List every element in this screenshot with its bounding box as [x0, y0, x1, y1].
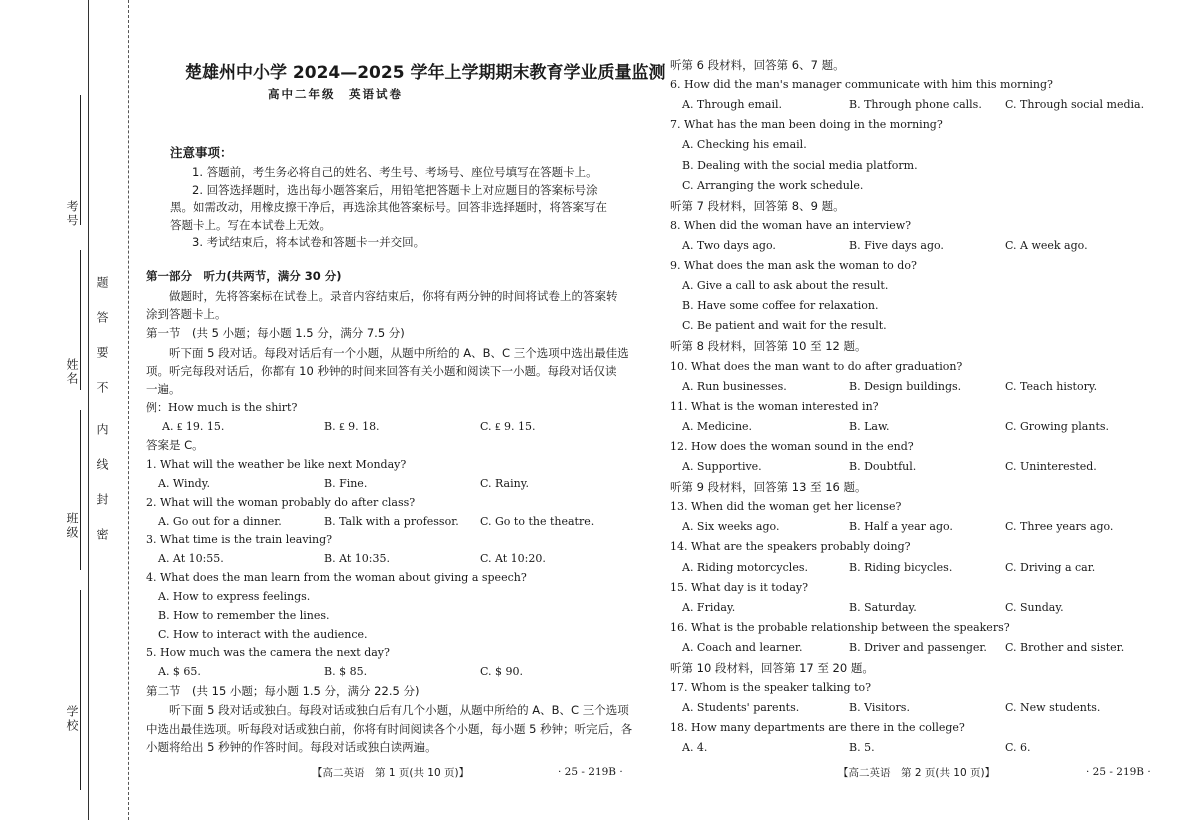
example-answer: 答案是 C。	[146, 438, 204, 452]
class-label: 班级	[65, 512, 79, 540]
option: C. Rainy.	[480, 477, 529, 490]
example-question: 例：How much is the shirt?	[146, 401, 298, 414]
option: B. Half a year ago.	[849, 520, 953, 533]
section2-intro-line: 中选出最佳选项。听每段对话或独白前，你将有时间阅读各个小题，每小题 5 秒钟；听完后，各	[146, 722, 633, 736]
school-signature-line	[80, 590, 81, 790]
example-option: A. ₤ 19. 15.	[162, 420, 225, 433]
page2-footer-label: 【高二英语 第 2 页(共 10 页)】	[838, 767, 996, 779]
option: A. Go out for a dinner.	[158, 515, 282, 528]
option: A. Medicine.	[682, 420, 753, 433]
seal-char: 要	[95, 346, 109, 360]
material-heading: 听第 7 段材料，回答第 8、9 题。	[670, 199, 845, 213]
example-option: C. ₤ 9. 15.	[480, 420, 536, 433]
option: A. Supportive.	[682, 460, 762, 473]
option: C. Brother and sister.	[1005, 641, 1125, 654]
option: C. Go to the theatre.	[480, 515, 595, 528]
seal-char: 内	[95, 423, 109, 437]
option: B. Fine.	[324, 477, 368, 490]
option: A. Give a call to ask about the result.	[682, 279, 889, 292]
section1-heading: 第一节 (共 5 小题；每小题 1.5 分，满分 7.5 分)	[146, 326, 405, 340]
option: B. How to remember the lines.	[158, 609, 330, 622]
option: A. How to express feelings.	[158, 590, 311, 603]
seal-char: 不	[95, 381, 109, 395]
question: 14. What are the speakers probably doing?	[670, 540, 911, 553]
example-option: B. ₤ 9. 18.	[324, 420, 380, 433]
name-label: 姓名	[65, 358, 79, 386]
margin-border-line	[88, 0, 89, 820]
option: C. New students.	[1005, 701, 1101, 714]
option: C. Teach history.	[1005, 380, 1098, 393]
option: B. Five days ago.	[849, 239, 944, 252]
option: B. Saturday.	[849, 601, 917, 614]
option: B. Doubtful.	[849, 460, 917, 473]
option: C. Arranging the work schedule.	[682, 179, 864, 192]
question: 12. How does the woman sound in the end?	[670, 440, 914, 453]
question: 11. What is the woman interested in?	[670, 400, 879, 413]
option: B. Have some coffee for relaxation.	[682, 299, 879, 312]
seal-char: 答	[95, 311, 109, 325]
section1-intro-line: 项。听完每段对话后，你都有 10 秒钟的时间来回答有关小题和阅读下一小题。每段对话仅读	[146, 364, 617, 378]
option: B. At 10:35.	[324, 552, 390, 565]
option: C. Growing plants.	[1005, 420, 1110, 433]
option: A. At 10:55.	[158, 552, 224, 565]
option: A. Windy.	[158, 477, 210, 490]
question: 7. What has the man been doing in the morning?	[670, 118, 943, 131]
notice-line: 黑。如需改动，用橡皮擦干净后，再选涂其他答案标号。回答非选择题时，将答案写在	[170, 200, 607, 214]
option: C. Through social media.	[1005, 98, 1145, 111]
option: B. Dealing with the social media platform.	[682, 159, 918, 172]
option: A. 4.	[682, 741, 708, 754]
option: B. Design buildings.	[849, 380, 962, 393]
exam-subtitle: 高中二年级 英语试卷	[268, 87, 403, 101]
option: A. $ 65.	[158, 665, 201, 678]
option: A. Friday.	[682, 601, 736, 614]
school-label: 学校	[65, 705, 79, 733]
section2-intro-line: 听下面 5 段对话或独白。每段对话或独白后有几个小题，从题中所给的 A、B、C 三个选项	[169, 703, 629, 717]
option: A. Coach and learner.	[682, 641, 803, 654]
option: A. Checking his email.	[682, 138, 807, 151]
notice-line: 1. 答题前，考生务必将自己的姓名、考生号、考场号、座位号填写在答题卡上。	[192, 165, 598, 179]
question: 3. What time is the train leaving?	[146, 533, 333, 546]
part1-heading: 第一部分 听力(共两节，满分 30 分)	[146, 269, 342, 283]
option: A. Two days ago.	[682, 239, 776, 252]
section1-intro-line: 听下面 5 段对话。每段对话后有一个小题，从题中所给的 A、B、C 三个选项中选出最佳选	[169, 346, 629, 360]
material-heading: 听第 9 段材料，回答第 13 至 16 题。	[670, 480, 867, 494]
section1-intro-line: 一遍。	[146, 382, 181, 396]
question: 5. How much was the camera the next day?	[146, 646, 390, 659]
part1-intro-line: 做题时，先将答案标在试卷上。录音内容结束后，你将有两分钟的时间将试卷上的答案转	[169, 289, 618, 303]
material-heading: 听第 6 段材料，回答第 6、7 题。	[670, 58, 845, 72]
option: C. Three years ago.	[1005, 520, 1114, 533]
page1-footer-label: 【高二英语 第 1 页(共 10 页)】	[312, 767, 470, 779]
section2-intro-line: 小题将给出 5 秒钟的作答时间。每段对话或独白读两遍。	[146, 740, 437, 754]
question: 1. What will the weather be like next Monday?	[146, 458, 407, 471]
seal-char: 密	[95, 528, 109, 542]
option: C. A week ago.	[1005, 239, 1088, 252]
option: B. Talk with a professor.	[324, 515, 459, 528]
question: 2. What will the woman probably do after class?	[146, 496, 416, 509]
option: C. At 10:20.	[480, 552, 546, 565]
page2-footer-code: · 25 - 219B ·	[1086, 766, 1151, 778]
section2-heading: 第二节 (共 15 小题；每小题 1.5 分，满分 22.5 分)	[146, 684, 420, 698]
option: C. Driving a car.	[1005, 561, 1096, 574]
question: 4. What does the man learn from the woman about giving a speech?	[146, 571, 527, 584]
notice-heading: 注意事项：	[170, 145, 233, 160]
question: 18. How many departments are there in the college?	[670, 721, 965, 734]
option: A. Through email.	[682, 98, 782, 111]
question: 6. How did the man's manager communicate with him this morning?	[670, 78, 1053, 91]
class-signature-line	[80, 410, 81, 570]
option: B. Through phone calls.	[849, 98, 982, 111]
option: A. Students' parents.	[682, 701, 800, 714]
part1-intro-line: 涂到答题卡上。	[146, 307, 227, 321]
option: B. $ 85.	[324, 665, 368, 678]
question: 9. What does the man ask the woman to do?	[670, 259, 917, 272]
material-heading: 听第 8 段材料，回答第 10 至 12 题。	[670, 339, 867, 353]
option: C. Sunday.	[1005, 601, 1064, 614]
exam-number-label: 考号	[65, 200, 79, 228]
option: A. Riding motorcycles.	[682, 561, 808, 574]
margin-seal-line	[128, 0, 129, 820]
option: A. Run businesses.	[682, 380, 787, 393]
option: B. Law.	[849, 420, 890, 433]
option: C. Uninterested.	[1005, 460, 1097, 473]
page1-footer-code: · 25 - 219B ·	[558, 766, 623, 778]
option: B. 5.	[849, 741, 875, 754]
seal-char: 题	[95, 276, 109, 290]
option: C. Be patient and wait for the result.	[682, 319, 887, 332]
option: C. 6.	[1005, 741, 1031, 754]
question: 17. Whom is the speaker talking to?	[670, 681, 872, 694]
material-heading: 听第 10 段材料，回答第 17 至 20 题。	[670, 661, 874, 675]
seal-char: 封	[95, 493, 109, 507]
question: 16. What is the probable relationship between the speakers?	[670, 621, 1010, 634]
option: B. Riding bicycles.	[849, 561, 953, 574]
notice-line: 3. 考试结束后，将本试卷和答题卡一并交回。	[192, 235, 426, 249]
question: 13. When did the woman get her license?	[670, 500, 902, 513]
question: 8. When did the woman have an interview?	[670, 219, 912, 232]
seal-char: 线	[95, 458, 109, 472]
option: B. Visitors.	[849, 701, 910, 714]
option: B. Driver and passenger.	[849, 641, 987, 654]
option: C. $ 90.	[480, 665, 524, 678]
notice-line: 2. 回答选择题时，选出每小题答案后，用铅笔把答题卡上对应题目的答案标号涂	[192, 183, 598, 197]
exam-title: 楚雄州中小学 2024—2025 学年上学期期末教育学业质量监测	[185, 63, 666, 83]
option: C. How to interact with the audience.	[158, 628, 368, 641]
question: 10. What does the man want to do after graduation?	[670, 360, 963, 373]
question: 15. What day is it today?	[670, 581, 809, 594]
option: A. Six weeks ago.	[682, 520, 780, 533]
notice-line: 答题卡上。写在本试卷上无效。	[170, 218, 331, 232]
